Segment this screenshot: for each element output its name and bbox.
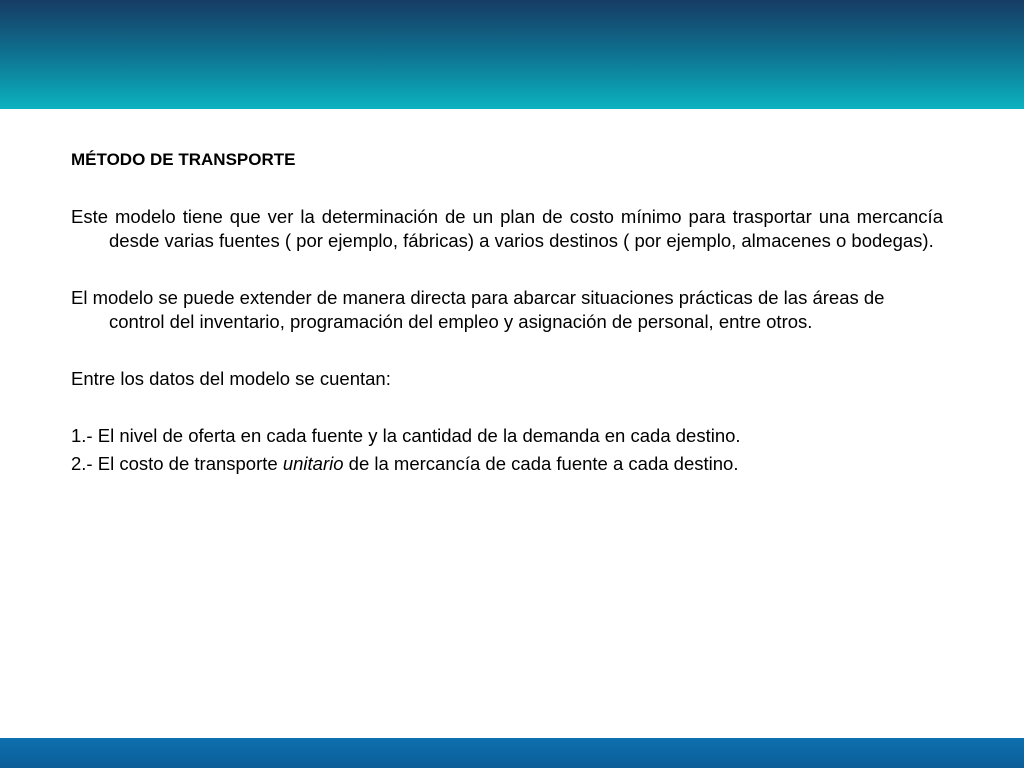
slide-content xyxy=(71,148,943,476)
list-item-supply-demand: 1.- El nivel de oferta en cada fuente y la cantidad de la demanda en cada destino. xyxy=(71,425,741,446)
slide-heading: MÉTODO DE TRANSPORTE xyxy=(71,150,296,169)
list-item-unit-cost-before: 2.- El costo de transporte xyxy=(71,453,283,474)
list-item-unit-cost xyxy=(71,452,943,476)
paragraph-definition: Este modelo tiene que ver la determinación de un plan de costo mínimo para trasportar una mercancía desde varias fuentes ( por ejemplo, fábricas) a varios destinos ( por ejemplo, almacenes o bodegas). xyxy=(71,206,943,251)
list-item-unit-cost-emphasis: unitario xyxy=(282,453,344,474)
paragraph-extension: El modelo se puede extender de manera directa para abarcar situaciones prácticas de las áreas de control del inventario, programación del empleo y asignación de personal, entre otros. xyxy=(71,287,885,332)
paragraph-data-intro: Entre los datos del modelo se cuentan: xyxy=(71,368,391,389)
header-band xyxy=(0,0,1024,109)
footer-band xyxy=(0,738,1024,768)
list-item-unit-cost-after: de la mercancía de cada fuente a cada destino. xyxy=(343,453,739,474)
